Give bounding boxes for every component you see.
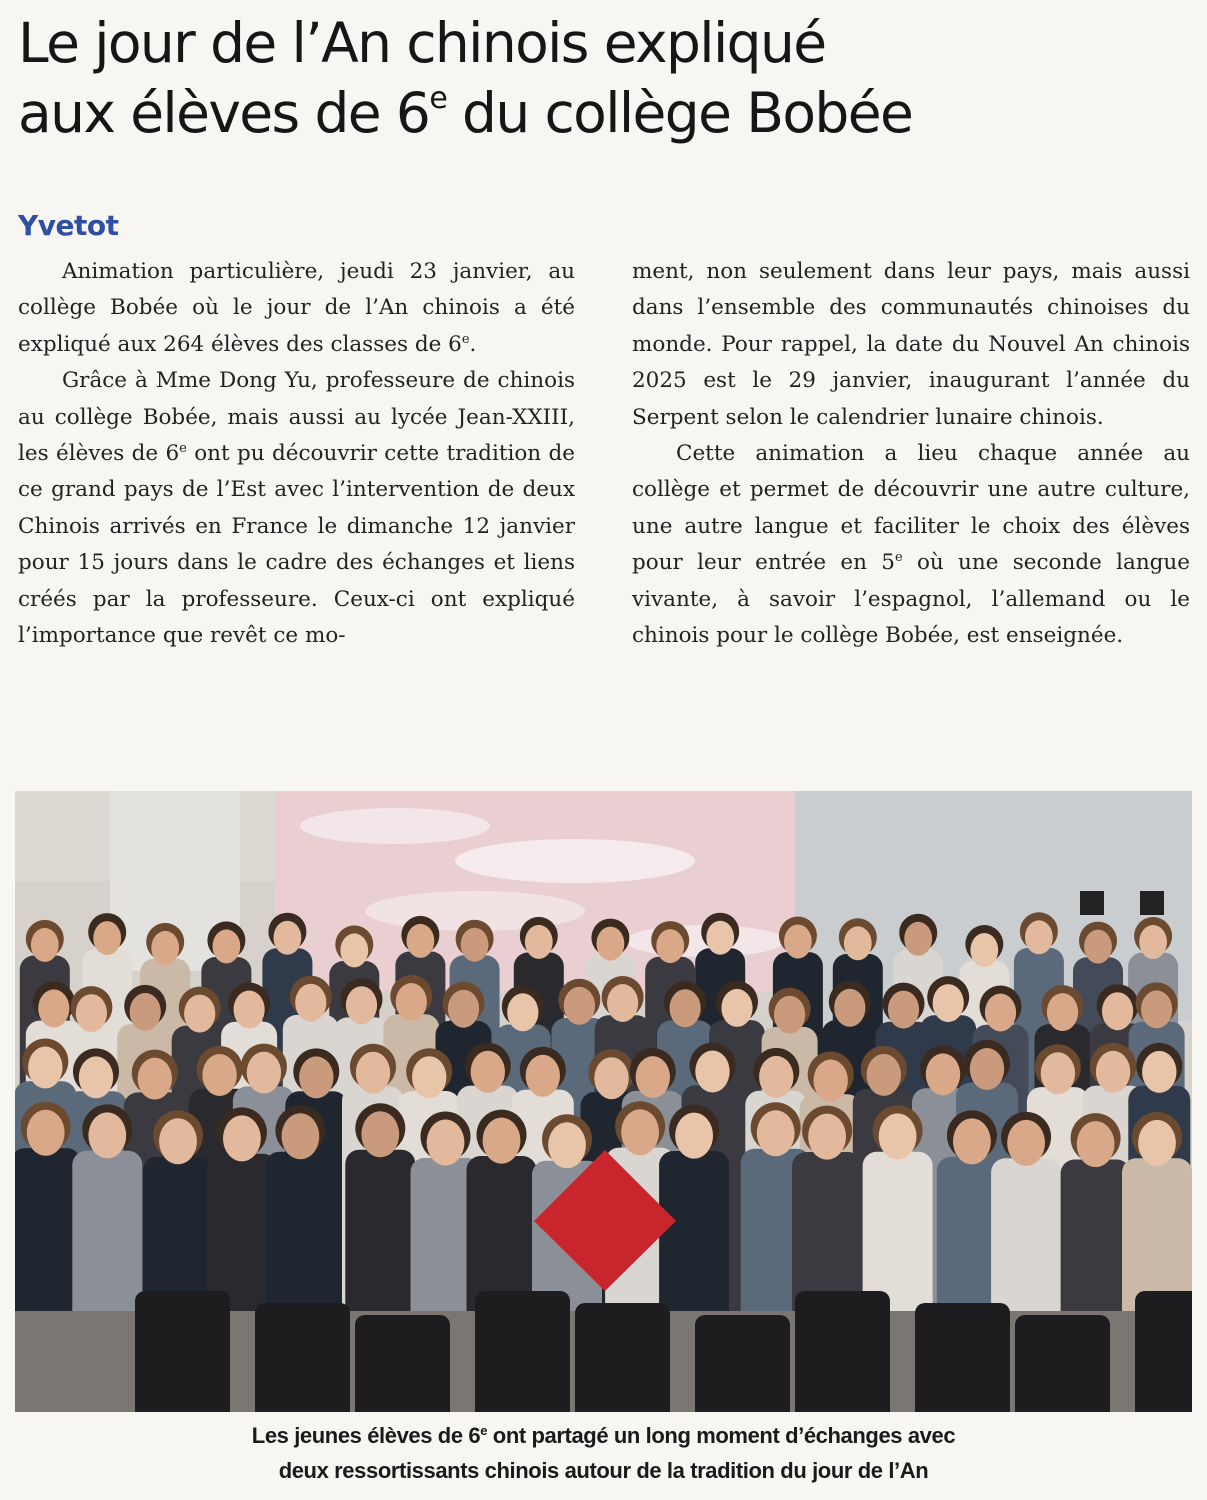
student-face (867, 1054, 901, 1096)
chair (255, 1303, 350, 1412)
paragraph-text: . (469, 331, 477, 357)
banner-cloud (300, 808, 490, 844)
student-face (184, 995, 215, 1033)
student-face (526, 1055, 560, 1097)
student-face (888, 991, 919, 1029)
student-face (28, 1047, 62, 1089)
banner-cloud (455, 839, 695, 883)
student-face (483, 1118, 521, 1164)
group-photo-illustration (15, 791, 1192, 1412)
caption-text: Les jeunes élèves de 6 (251, 1423, 481, 1448)
student-face (594, 1057, 628, 1099)
wall-speaker (1140, 891, 1164, 915)
student-face (79, 1056, 113, 1098)
chair (1015, 1315, 1110, 1412)
student-face (985, 994, 1016, 1032)
student-face (138, 1058, 172, 1100)
student-face (346, 986, 377, 1024)
student-face (396, 983, 427, 1021)
student-face (675, 1113, 713, 1159)
headline-text: du collège Bobée (446, 81, 913, 145)
student-face (412, 1056, 446, 1098)
student-face (1025, 920, 1053, 954)
chair (915, 1303, 1010, 1412)
student-face (1077, 1121, 1115, 1167)
student-face (471, 1051, 505, 1093)
chair (355, 1315, 450, 1412)
caption-line-1 (15, 1418, 1192, 1453)
student-face (970, 933, 998, 967)
student-face (1096, 1051, 1130, 1093)
location-label: Yvetot (18, 209, 119, 242)
chair (1135, 1291, 1192, 1412)
student-face (88, 1112, 126, 1158)
paragraph-2-continued: ment, non seulement dans leur pays, mais aussi dans l’ensemble des communautés chinoises du monde. Pour rappel, la date du Nouvel An chinois 2025 est le 29 janvier, inaugurant l’année du Serpent selon le calendrier lunaire chinois. (632, 259, 1190, 430)
headline-line-2 (18, 78, 1198, 148)
student-face (814, 1060, 848, 1102)
student-face (670, 989, 701, 1027)
paragraph-2 (18, 363, 575, 654)
student-face (933, 984, 964, 1022)
chair (695, 1315, 790, 1412)
student-face (361, 1111, 399, 1157)
student-face (234, 991, 265, 1029)
student-face (27, 1110, 65, 1156)
paragraph-text: Cette animation a lieu chaque année au collège et permet de découvrir une autre culture, une autre langue et faciliter le choix des élèves pour leur entrée en 5 (632, 441, 1190, 576)
student-face (1084, 930, 1112, 964)
student-face (76, 994, 107, 1032)
student-face (1141, 990, 1172, 1028)
ordinal-suffix: e (461, 331, 470, 347)
paragraph-text: Animation particulière, jeudi 23 janvier, au collège Bobée où le jour de l’An chinois a été expliqué aux 264 élèves des classes de 6 (18, 259, 575, 357)
student-face (844, 926, 872, 960)
student-face (340, 933, 368, 967)
student-face (879, 1113, 917, 1159)
student-face (213, 929, 241, 963)
student-face (1138, 1120, 1176, 1166)
student-face (202, 1054, 236, 1096)
student-face (953, 1118, 991, 1164)
paragraph-text: où une seconde langue vivante, à savoir l’espagnol, l’allemand ou le chinois pour le collège Bobée, est enseignée. (632, 550, 1190, 649)
student-face (757, 1110, 795, 1156)
student-face (525, 925, 553, 959)
student-face (356, 1052, 390, 1094)
student-face (282, 1113, 320, 1159)
student-face (548, 1122, 586, 1168)
student-face (448, 990, 479, 1028)
student-face (1041, 1052, 1075, 1094)
student-face (970, 1048, 1004, 1090)
student-face (407, 924, 435, 958)
chair (135, 1291, 230, 1412)
student-face (1102, 992, 1133, 1030)
paragraph-text: Grâce à Mme Dong Yu, professeure de chinois au collège Bobée, mais aussi au lycée Jean-XXIII, les élèves de 6 (18, 368, 575, 467)
paragraph-3 (632, 436, 1190, 654)
student-face (31, 928, 59, 962)
student-face (295, 984, 326, 1022)
student-face (784, 925, 812, 959)
headline-text: aux élèves de 6 (18, 81, 430, 145)
student-face (597, 927, 625, 961)
student-face (159, 1118, 197, 1164)
headline (18, 8, 1198, 148)
paragraph-text: ont pu découvrir cette tradition de ce grand pays de l’Est avec l’intervention de deux Chinois arrivés en France le dimanche 12 janvier pour 15 jours dans le cadre des échanges et liens créés par la professeure. Ceux-ci ont expliqué l’importance que revêt ce mo- (18, 441, 575, 649)
caption-line-2: deux ressortissants chinois autour de la tradition du jour de l’An (278, 1458, 929, 1483)
student-face (247, 1052, 281, 1094)
student-face (223, 1115, 261, 1161)
wall-speaker (1080, 891, 1104, 915)
student-face (564, 987, 595, 1025)
student-face (151, 931, 179, 965)
student-face (93, 921, 121, 955)
student-face (759, 1056, 793, 1098)
student-face (1047, 993, 1078, 1031)
student-face (1142, 1051, 1176, 1093)
group-photo (15, 791, 1192, 1412)
student-face (695, 1051, 729, 1093)
student-face (607, 984, 638, 1022)
student-face (774, 996, 805, 1034)
student-face (507, 993, 538, 1031)
article-column-right (632, 254, 1190, 654)
ordinal-suffix: e (429, 81, 447, 116)
article-column-left (18, 254, 575, 654)
student-face (38, 989, 69, 1027)
chair (475, 1291, 570, 1412)
student-face (130, 993, 161, 1031)
student-face (427, 1120, 465, 1166)
ordinal-suffix: e (894, 550, 903, 566)
student-face (1139, 925, 1167, 959)
student-face (926, 1053, 960, 1095)
student-face (656, 929, 684, 963)
student-face (706, 921, 734, 955)
student-face (461, 928, 489, 962)
student-face (274, 921, 302, 955)
ordinal-suffix: e (179, 441, 187, 457)
student-face (904, 922, 932, 956)
chair (795, 1291, 890, 1412)
student-face (636, 1056, 670, 1098)
headline-line-1: Le jour de l’An chinois expliqué (18, 11, 826, 75)
ordinal-suffix: e (480, 1423, 488, 1438)
photo-caption (15, 1418, 1192, 1488)
student-face (299, 1056, 333, 1098)
paragraph-1 (18, 254, 575, 363)
student-face (1007, 1120, 1045, 1166)
chair (575, 1303, 670, 1412)
student-face (721, 989, 752, 1027)
student-face (621, 1109, 659, 1155)
student-face (834, 989, 865, 1027)
caption-text: ont partagé un long moment d’échanges avec (487, 1423, 956, 1448)
student-face (808, 1114, 846, 1160)
